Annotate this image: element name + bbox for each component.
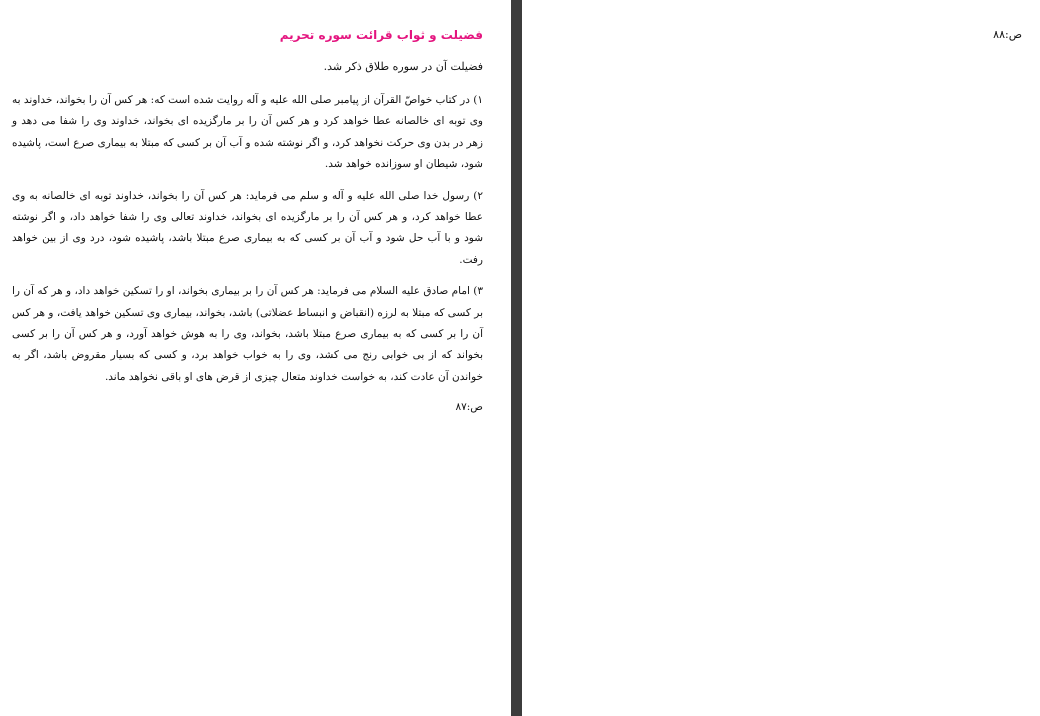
paragraph-2: ۲) رسول خدا صلی الله علیه و آله و سلم می فرماید: هر کس آن را بخواند، خداوند توبه ای خالصانه به وی عطا خواهد کرد، و هر کس آن را بر مارگزیده ای بخواند، خداوند تعالی وی را شفا خواهد داد، و اگر نوشته شود و با آب حل شود و آب آن بر کسی که به بیماری صرع مبتلا باشد، پاشیده شود، درد وی از بین خواهد رفت.: [12, 189, 483, 266]
section-title: فضیلت و ثواب قرائت سوره تحریم: [279, 28, 483, 42]
paragraph-1: ۱) در کتاب خواصّ القرآن از پیامبر صلی الله علیه و آله روایت شده است که: هر کس آن را بخواند، خداوند به وی توبه ای خالصانه عطا خواهد کرد و هر کس آن را بر مارگزیده ای بخواند، خداوند وی را شفا می دهد و زهر در بدن وی حرکت نخواهد کرد، و اگر نوشته شده و آب آن بر کسی که مبتلا به بیماری صرع است، پاشیده شود، شیطان او سوزانده خواهد شد.: [12, 94, 483, 171]
intro-line: فضیلت آن در سوره طلاق ذکر شد.: [323, 60, 483, 73]
left-page-number: ص:۸۷: [455, 401, 483, 414]
paragraph-3: ۳) امام صادق علیه السلام می فرماید: هر کس آن را بر بیماری بخواند، او را تسکین خواهد داد، و هر که آن را بر کسی که مبتلا به لرزه (انقباض و انبساط عضلاتی) باشد، بخواند، بیماری وی تسکین خواهد یافت، و هر کس آن را بر کسی که به بیماری صرع مبتلا باشد، بخواند، وی را به هوش خواهد آورد، و هر کس آن را بر کسی بخواند که از بی خوابی رنج می کشد، وی را به خواب خواهد برد، و کسی که بسیار مقروض باشد، اگر به خواندن آن عادت کند، به خواست خداوند متعال چیزی از قرض های او باقی نخواهد ماند.: [12, 285, 483, 383]
right-page-number: ص:۸۸: [993, 28, 1022, 41]
page-divider: [511, 0, 522, 716]
left-page: [0, 0, 511, 716]
left-page-content: [12, 26, 483, 416]
right-page: [522, 0, 1040, 716]
